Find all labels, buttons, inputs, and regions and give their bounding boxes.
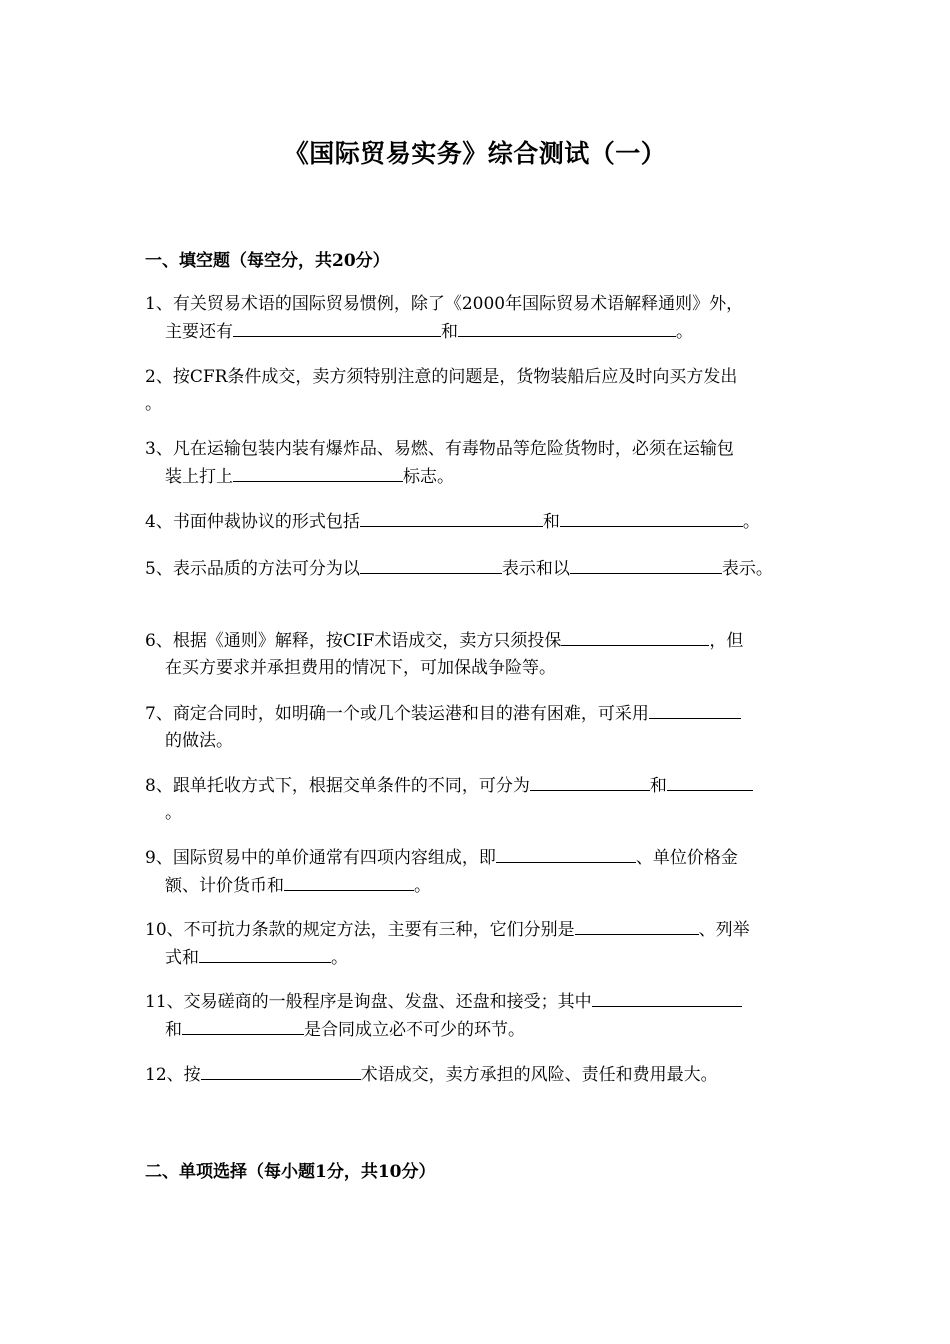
section-heading-fill-in-blanks: 一、填空题（每空分，共20分） (145, 251, 390, 271)
question-6 (145, 627, 810, 682)
answer-blank (182, 1016, 304, 1035)
question-text: 8、跟单托收方式下，根据交单条件的不同，可分为 (145, 776, 530, 796)
answer-blank (201, 1061, 361, 1080)
question-3 (145, 436, 810, 491)
question-1 (145, 291, 810, 346)
question-8 (145, 772, 810, 827)
question-4 (145, 508, 810, 536)
question-text: 。 (676, 322, 693, 342)
section-heading-single-choice: 二、单项选择（每小题1分，共10分） (145, 1162, 436, 1182)
question-text: 额、计价货币和 (165, 876, 284, 896)
question-text: 9、国际贸易中的单价通常有四项内容组成，即 (145, 848, 496, 868)
question-9 (145, 844, 810, 900)
question-text: 6、根据《通则》解释，按CIF术语成交，卖方只须投保 (145, 631, 562, 651)
document-title: 《国际贸易实务》综合测试（一） (283, 139, 667, 168)
answer-blank (458, 318, 676, 337)
question-text: 和 (649, 776, 667, 796)
question-text: ，但 (709, 631, 744, 651)
question-text: 10、不可抗力条款的规定方法，主要有三种，它们分别是 (145, 920, 575, 940)
question-text: 。 (414, 876, 431, 896)
question-text: 式和 (165, 948, 199, 968)
question-text: 是合同成立必不可少的环节。 (304, 1020, 525, 1040)
question-2 (145, 364, 810, 418)
question-text: 术语成交，卖方承担的风险、责任和费用最大。 (360, 1065, 718, 1085)
question-5 (145, 555, 810, 583)
question-text: 。 (742, 512, 760, 532)
question-text: 11、交易磋商的一般程序是询盘、发盘、还盘和接受；其中 (145, 992, 592, 1012)
answer-blank (233, 463, 403, 482)
question-text: 主要还有 (165, 322, 233, 342)
question-text: 1、有关贸易术语的国际贸易惯例，除了《2000年国际贸易术语解释通则》外， (145, 294, 744, 314)
answer-blank (560, 508, 743, 527)
question-text: 表示和以 (501, 559, 570, 579)
question-text: 、列举 (698, 920, 750, 940)
question-text: 和 (165, 1020, 182, 1040)
question-text: 2、按CFR条件成交，卖方须特别注意的问题是，货物装船后应及时向买方发出 (145, 367, 738, 387)
question-text: 7、商定合同时，如明确一个或几个装运港和目的港有困难，可采用 (145, 704, 649, 724)
answer-blank (575, 916, 699, 935)
question-text: 表示。 (721, 559, 773, 579)
question-text: 的做法。 (165, 731, 233, 751)
answer-blank (530, 772, 650, 791)
question-text: 3、凡在运输包装内装有爆炸品、易燃、有毒物品等危险货物时，必须在运输包 (145, 439, 734, 459)
question-text: 12、按 (145, 1065, 201, 1085)
answer-blank (199, 944, 331, 963)
question-text: 装上打上 (165, 467, 233, 487)
question-text: 在买方要求并承担费用的情况下，可加保战争险等。 (165, 658, 556, 678)
answer-blank (233, 318, 441, 337)
answer-blank (561, 627, 709, 646)
answer-blank (592, 988, 742, 1007)
question-text: 。 (331, 948, 348, 968)
question-text: 。 (165, 803, 182, 823)
answer-blank (284, 872, 414, 891)
question-text: 5、表示品质的方法可分为以 (145, 559, 360, 579)
question-12 (145, 1061, 810, 1089)
question-text: 。 (145, 394, 162, 414)
answer-blank (496, 844, 636, 863)
question-11 (145, 988, 810, 1044)
question-text: 和 (441, 322, 458, 342)
question-text: 、单位价格金 (635, 848, 738, 868)
answer-blank (360, 508, 543, 527)
question-text: 和 (542, 512, 560, 532)
answer-blank (649, 700, 741, 719)
answer-blank (360, 555, 502, 574)
question-text: 标志。 (403, 467, 454, 487)
question-10 (145, 916, 810, 972)
answer-blank (570, 555, 722, 574)
answer-blank (667, 772, 753, 791)
question-text: 4、书面仲裁协议的形式包括 (145, 512, 360, 532)
question-7 (145, 700, 810, 755)
